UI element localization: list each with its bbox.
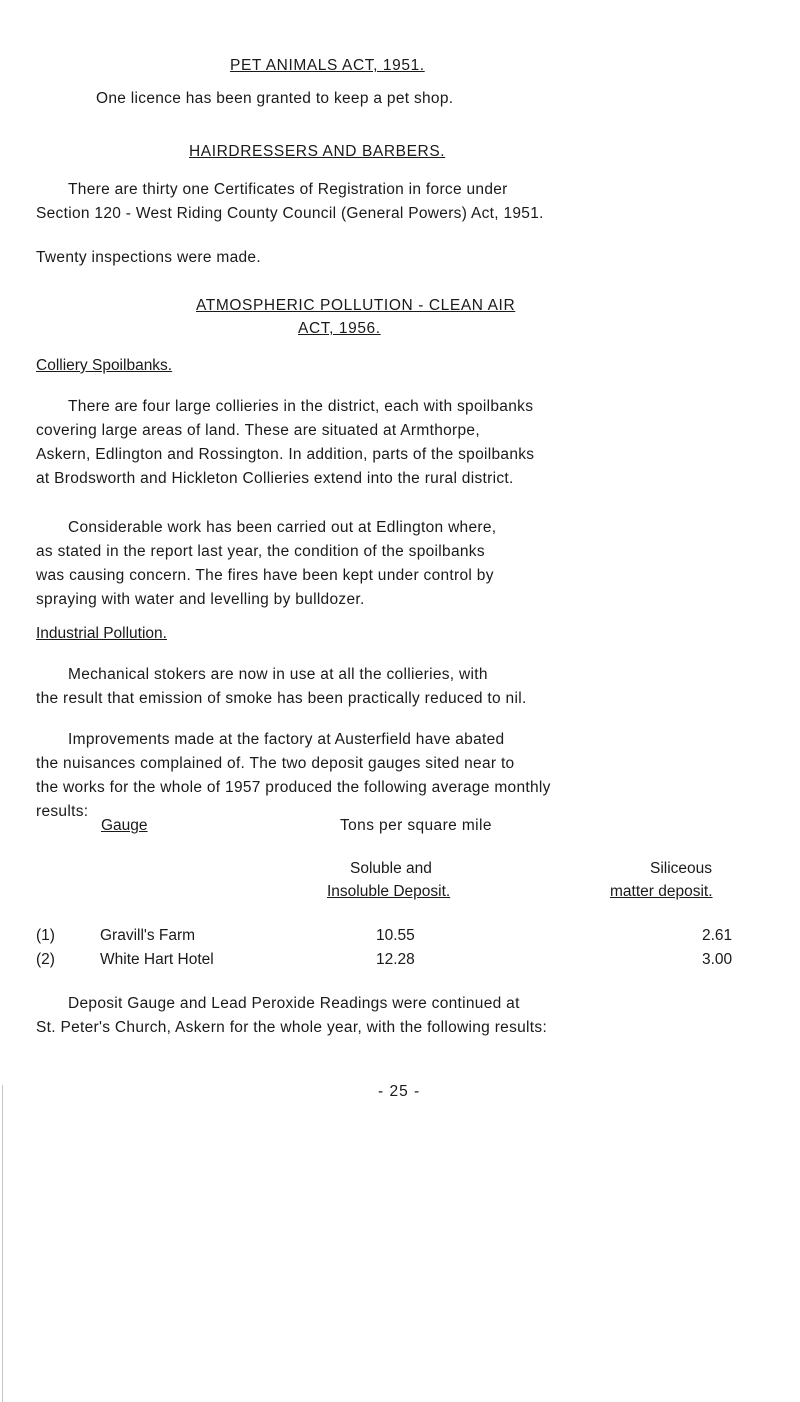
page-number: - 25 -	[378, 1083, 421, 1100]
improvements-line: the works for the whole of 1957 produced the following average monthly	[36, 779, 551, 796]
colliery-line: There are four large collieries in the district, each with spoilbanks	[68, 398, 534, 415]
deposit-paragraph	[36, 992, 766, 1040]
hairdressers-line: There are thirty one Certificates of Registration in force under	[68, 181, 508, 198]
improvements-line: the nuisances complained of. The two deposit gauges sited near to	[36, 755, 515, 772]
improvements-line: Improvements made at the factory at Austerfield have abated	[68, 731, 505, 748]
hairdressers-paragraph	[36, 178, 766, 226]
colliery-line: covering large areas of land. These are situated at Armthorpe,	[36, 422, 480, 439]
col-header-tons: Tons per square mile	[340, 817, 492, 834]
considerable-line: Considerable work has been carried out at Edlington where,	[68, 519, 497, 536]
colliery-line: at Brodsworth and Hickleton Collieries extend into the rural district.	[36, 470, 514, 487]
mechanical-paragraph	[36, 663, 766, 711]
pet-animals-text: One licence has been granted to keep a pet shop.	[96, 90, 454, 107]
row-soluble-value: 10.55	[376, 927, 415, 944]
considerable-line: as stated in the report last year, the condition of the spoilbanks	[36, 543, 485, 560]
considerable-paragraph	[36, 516, 766, 612]
colliery-paragraph	[36, 395, 766, 491]
considerable-line: was causing concern. The fires have been kept under control by	[36, 567, 494, 584]
pet-animals-heading: PET ANIMALS ACT, 1951.	[230, 57, 425, 74]
industrial-subheading: Industrial Pollution.	[36, 625, 167, 642]
col-header-gauge: Gauge	[101, 817, 148, 834]
hairdressers-line: Section 120 - West Riding County Council (General Powers) Act, 1951.	[36, 205, 544, 222]
row-siliceous-value: 2.61	[702, 927, 733, 944]
considerable-line: spraying with water and levelling by bulldozer.	[36, 591, 365, 608]
mechanical-line: Mechanical stokers are now in use at all the collieries, with	[68, 666, 488, 683]
row-index: (2)	[36, 951, 55, 968]
deposit-line: Deposit Gauge and Lead Peroxide Readings were continued at	[68, 995, 520, 1012]
scan-margin-line	[2, 1085, 3, 1402]
mechanical-line: the result that emission of smoke has been practically reduced to nil.	[36, 690, 527, 707]
deposit-line: St. Peter's Church, Askern for the whole year, with the following results:	[36, 1019, 548, 1036]
atmospheric-heading-line2: ACT, 1956.	[298, 320, 381, 337]
col-header-soluble-2: Insoluble Deposit.	[327, 883, 451, 900]
improvements-paragraph	[36, 728, 766, 824]
row-gauge-name: White Hart Hotel	[100, 951, 214, 968]
col-header-siliceous-1: Siliceous	[650, 860, 713, 877]
improvements-line: results:	[36, 803, 89, 820]
row-soluble-value: 12.28	[376, 951, 415, 968]
colliery-subheading: Colliery Spoilbanks.	[36, 357, 173, 374]
col-header-siliceous-2: matter deposit.	[610, 883, 713, 900]
hairdressers-inspections	[36, 246, 766, 270]
col-header-soluble-1: Soluble and	[350, 860, 432, 877]
hairdressers-heading: HAIRDRESSERS AND BARBERS.	[189, 143, 446, 160]
atmospheric-heading-line1: ATMOSPHERIC POLLUTION - CLEAN AIR	[196, 297, 516, 314]
inspections-line: Twenty inspections were made.	[36, 249, 261, 266]
row-index: (1)	[36, 927, 55, 944]
colliery-line: Askern, Edlington and Rossington. In addition, parts of the spoilbanks	[36, 446, 535, 463]
row-siliceous-value: 3.00	[702, 951, 733, 968]
row-gauge-name: Gravill's Farm	[100, 927, 196, 944]
